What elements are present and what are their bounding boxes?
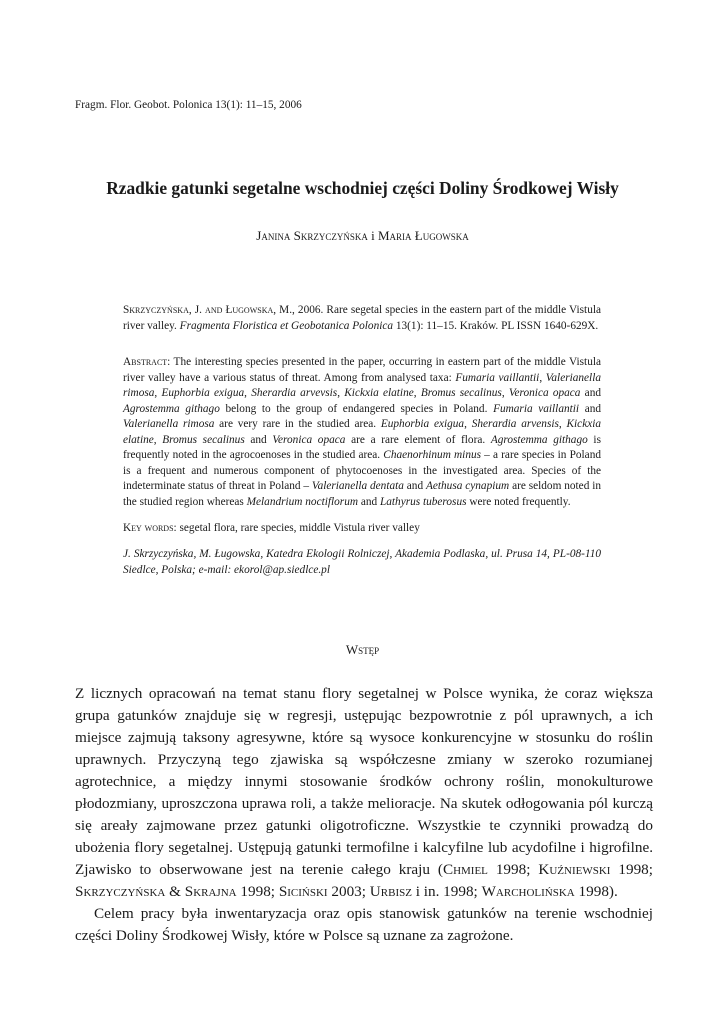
paragraph-2: Celem pracy była inwentaryzacja oraz opis stanowisk gatunków na terenie wschodniej części Doliny Środkowej Wisły, które w Polsce są uznane za zagrożone. xyxy=(75,905,653,944)
abstract-label: Abstract: xyxy=(123,356,171,368)
author-address: J. Skrzyczyńska, M. Ługowska, Katedra Ekologii Rolniczej, Akademia Podlaska, ul. Prusa 14, PL-08-110 Siedlce, Polska; e-mail: ekorol@ap.siedlce.pl xyxy=(123,548,601,576)
author-1: Janina Skrzyczyńska xyxy=(256,228,368,243)
author-connector: i xyxy=(367,228,378,243)
body-text xyxy=(75,683,653,947)
journal-header: Fragm. Flor. Geobot. Polonica 13(1): 11–15, 2006 xyxy=(75,99,302,111)
keywords xyxy=(123,521,601,537)
keywords-label: Key words: xyxy=(123,522,177,534)
keywords-text: segetal flora, rare species, middle Vistula river valley xyxy=(176,522,420,534)
citation: Skrzyczyńska, J. and Ługowska, M., 2006. Rare segetal species in the eastern part of the middle Vistula river valley. Fragmenta Floristica et Geobotanica Polonica 13(1): 11–15. Kraków. PL ISSN 1640-629X. xyxy=(123,304,601,332)
paragraph-1: Z licznych opracowań na temat stanu flory segetalnej w Polsce wynika, że coraz większa grupa gatunków znajduje się w regresji, ustępując bezpowrotnie z pól uprawnych, a ich miejsce zajmują taksony agresywne, które są wysoce konkurencyjne w stosunku do roślin uprawnych. Przyczyną tego zjawiska są współczesne zmiany w szeroko rozumianej agrotechnice, a między innymi stosowanie środków ochrony roślin, monokulturowe płodozmiany, uproszczona uprawa roli, a także melioracje. Na skutek odłogowania pól kurczą się areały zajmowane przez gatunki oligotroficzne. Wszystkie te czynniki prowadzą do ubożenia flory segetalnej. Ustępują gatunki termofilne i kalcyfilne lub acydofilne i higrofilne. Zjawisko to obserwowane jest na terenie całego kraju (Chmiel 1998; Kuźniewski 1998; Skrzyczyńska & Skrajna 1998; Siciński 2003; Urbisz i in. 1998; Warcholińska 1998). xyxy=(75,685,653,900)
citation-journal: Fragmenta Floristica et Geobotanica Polonica xyxy=(179,319,394,332)
citation-authors: Skrzyczyńska, J. and Ługowska, M. xyxy=(123,304,293,316)
section-heading: Wstęp xyxy=(345,642,380,657)
abstract: Abstract: The interesting species presented in the paper, occurring in eastern part of the middle Vistula river valley have a various status of threat. Among from analysed taxa: Fumaria vaillantii, Valerianella rimosa, Euphorbia exigua, Sherardia arvevsis, Kickxia elatine, Bromus secalinus, Veronica opaca and Agrostemma githago belong to the group of endangered species in Poland. Fumaria vaillantii and Valerianella rimosa are very rare in the studied area. Euphorbia exigua, Sherardia arvensis, Kickxia elatine, Bromus secalinus and Veronica opaca are a rare element of flora. Agrostemma githago is frequently noted in the agrocoenoses in the studied area. Chaenorhinum minus – a rare species in Poland is a frequent and numerous component of phytocoenoses in the investigated area. Species of the indeterminate status of threat in Poland – Valerianella dentata and Aethusa cynapium are seldom noted in the studied region whereas Melandrium noctiflorum and Lathyrus tuberosus were noted frequently. xyxy=(123,356,602,508)
author-2: Maria Ługowska xyxy=(377,228,469,243)
author-line xyxy=(0,228,725,244)
paper-title: Rzadkie gatunki segetalne wschodniej części Doliny Środkowej Wisły xyxy=(106,178,619,198)
